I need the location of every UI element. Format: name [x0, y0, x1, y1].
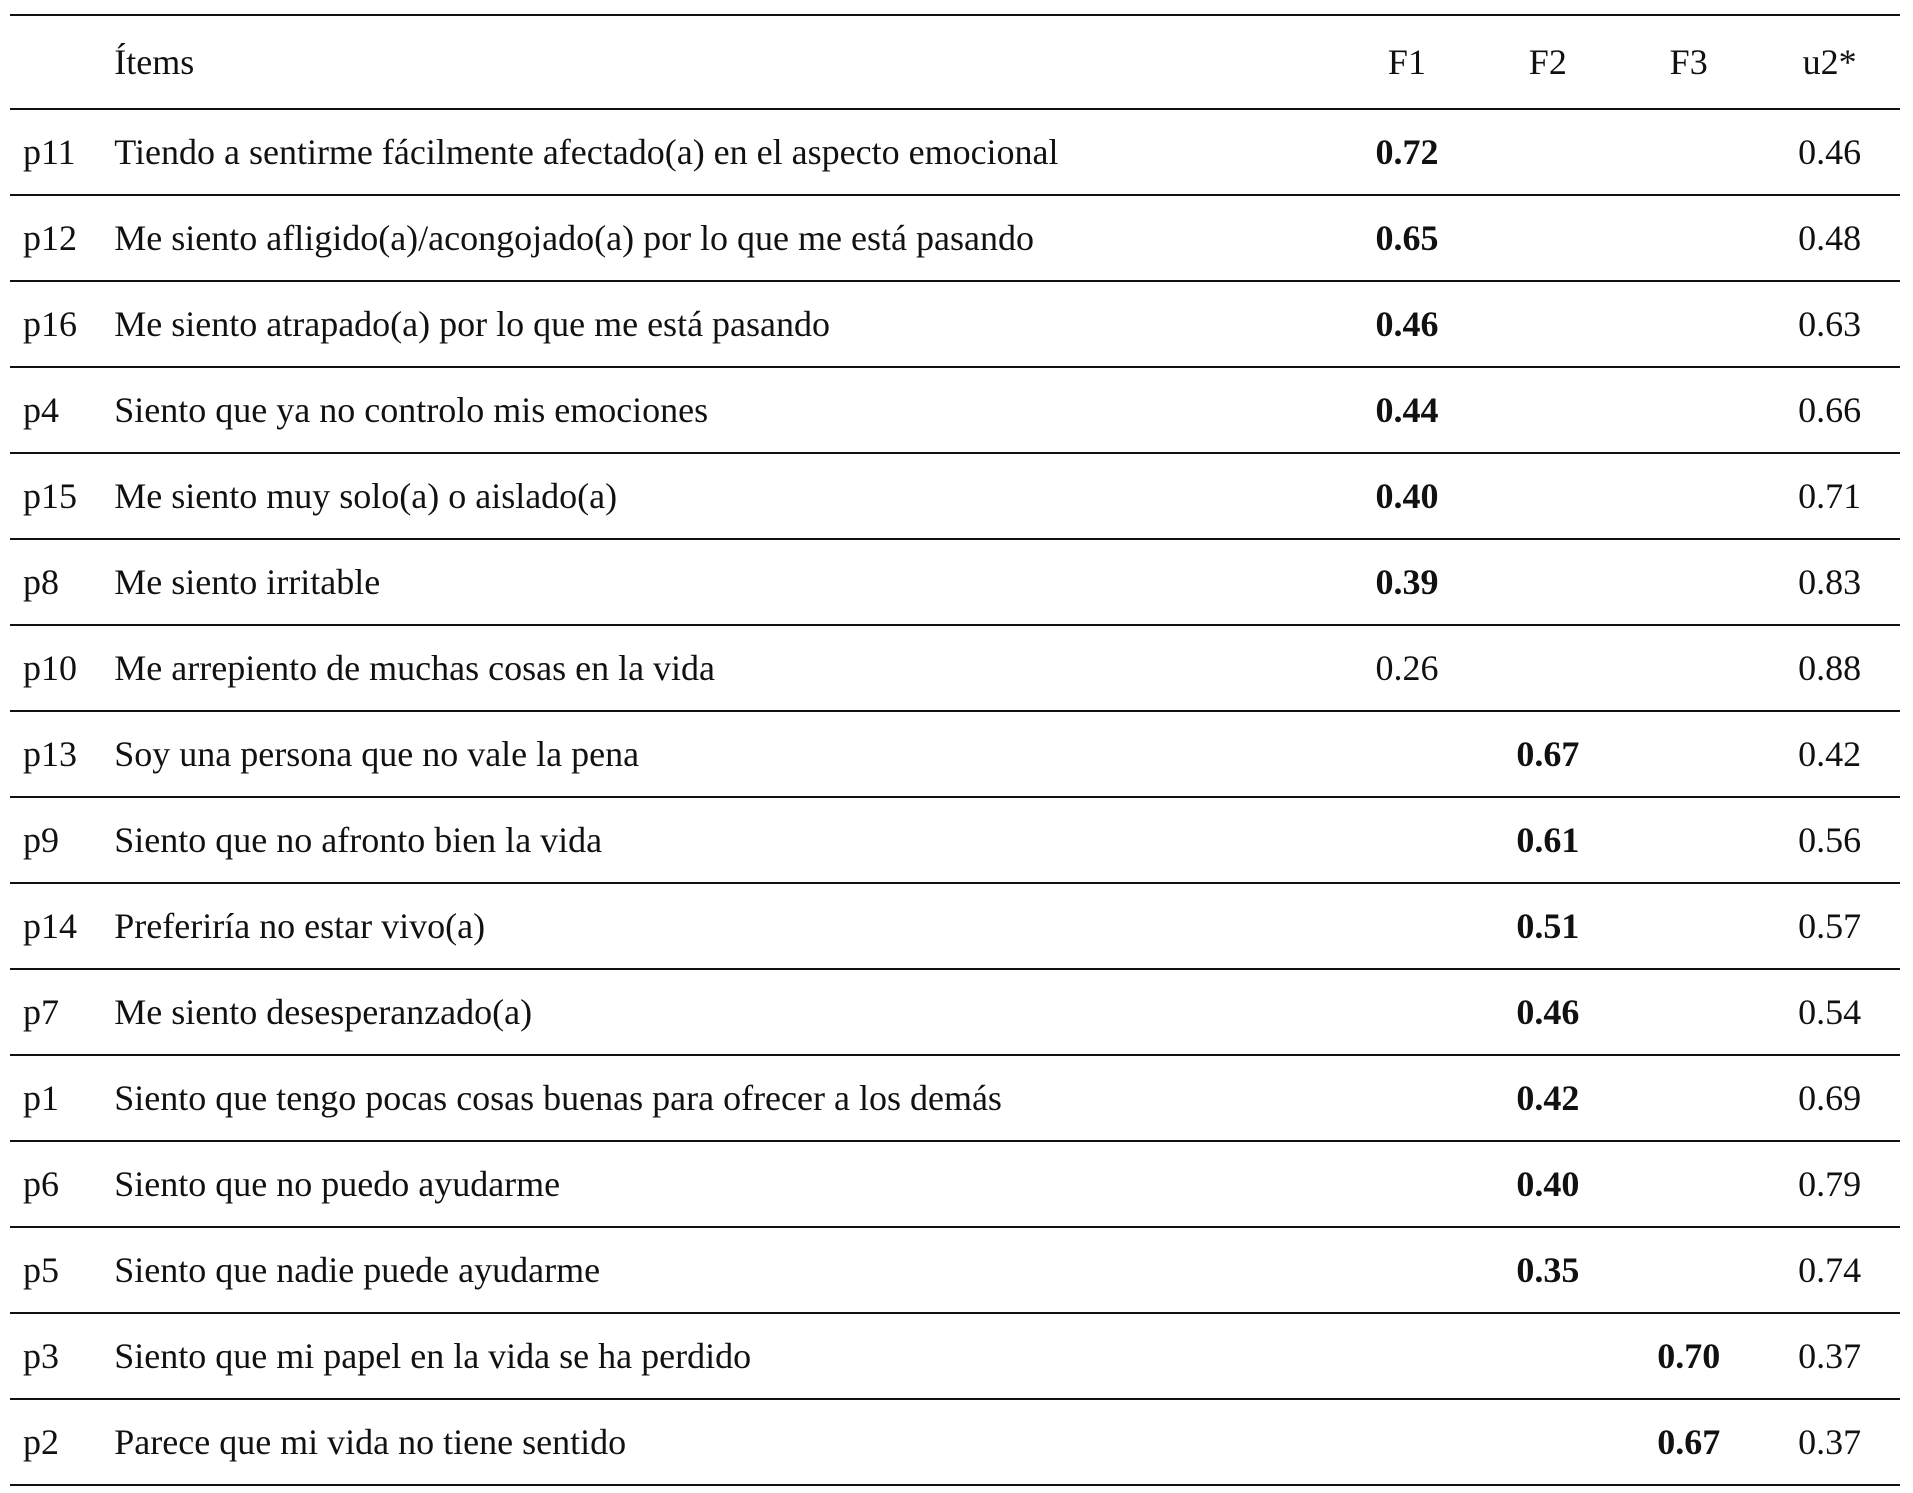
factor-loadings-table: [10, 14, 1900, 1486]
item-id: p2: [23, 1422, 59, 1462]
uniqueness-u2: 0.71: [1798, 476, 1862, 516]
loading-f1: 0.44: [1375, 390, 1439, 430]
item-text: Me siento desesperanzado(a): [114, 992, 533, 1032]
item-text: Me arrepiento de muchas cosas en la vida: [114, 648, 716, 688]
item-id: p7: [23, 992, 59, 1032]
uniqueness-u2: 0.88: [1798, 648, 1862, 688]
table-row: [10, 712, 1900, 798]
table-row: [10, 626, 1900, 712]
item-text: Me siento irritable: [114, 562, 381, 602]
table-row: [10, 540, 1900, 626]
item-id: p1: [23, 1078, 59, 1118]
loading-f1: 0.39: [1375, 562, 1439, 602]
table-row: [10, 110, 1900, 196]
table-row: [10, 1314, 1900, 1400]
loading-f2: 0.46: [1516, 992, 1580, 1032]
table-body: [10, 110, 1900, 1486]
loading-f1: 0.46: [1375, 304, 1439, 344]
item-id: p4: [23, 390, 59, 430]
item-id: p5: [23, 1250, 59, 1290]
item-id: p13: [23, 734, 77, 774]
table-row: [10, 368, 1900, 454]
item-id: p6: [23, 1164, 59, 1204]
uniqueness-u2: 0.66: [1798, 390, 1862, 430]
uniqueness-u2: 0.42: [1798, 734, 1862, 774]
item-text: Siento que no afronto bien la vida: [114, 820, 603, 860]
loading-f3: 0.70: [1657, 1336, 1721, 1376]
uniqueness-u2: 0.74: [1798, 1250, 1862, 1290]
uniqueness-u2: 0.54: [1798, 992, 1862, 1032]
uniqueness-u2: 0.79: [1798, 1164, 1862, 1204]
uniqueness-u2: 0.48: [1798, 218, 1862, 258]
uniqueness-u2: 0.37: [1798, 1422, 1862, 1462]
uniqueness-u2: 0.37: [1798, 1336, 1862, 1376]
item-text: Me siento atrapado(a) por lo que me está pasando: [114, 304, 831, 344]
table-row: [10, 282, 1900, 368]
table-row: [10, 1056, 1900, 1142]
header-f1: F1: [1387, 42, 1426, 82]
item-id: p11: [23, 132, 76, 172]
item-text: Me siento muy solo(a) o aislado(a): [114, 476, 618, 516]
item-text: Siento que no puedo ayudarme: [114, 1164, 561, 1204]
uniqueness-u2: 0.63: [1798, 304, 1862, 344]
item-text: Preferiría no estar vivo(a): [114, 906, 486, 946]
item-text: Tiendo a sentirme fácilmente afectado(a) en el aspecto emocional: [114, 132, 1059, 172]
table-row: [10, 1400, 1900, 1486]
item-text: Soy una persona que no vale la pena: [114, 734, 640, 774]
loading-f2: 0.40: [1516, 1164, 1580, 1204]
header-u2: u2*: [1802, 42, 1857, 82]
uniqueness-u2: 0.57: [1798, 906, 1862, 946]
table-header-row: [10, 16, 1900, 110]
item-id: p10: [23, 648, 77, 688]
header-f2: F2: [1528, 42, 1567, 82]
item-id: p14: [23, 906, 77, 946]
table-row: [10, 884, 1900, 970]
uniqueness-u2: 0.69: [1798, 1078, 1862, 1118]
loading-f3: 0.67: [1657, 1422, 1721, 1462]
header-f3: F3: [1669, 42, 1708, 82]
loading-f1: 0.40: [1375, 476, 1439, 516]
item-text: Siento que ya no controlo mis emociones: [114, 390, 709, 430]
loading-f2: 0.61: [1516, 820, 1580, 860]
loading-f1: 0.65: [1375, 218, 1439, 258]
table-row: [10, 1228, 1900, 1314]
table-row: [10, 454, 1900, 540]
table-row: [10, 970, 1900, 1056]
uniqueness-u2: 0.83: [1798, 562, 1862, 602]
loading-f2: 0.51: [1516, 906, 1580, 946]
header-items: Ítems: [114, 42, 195, 82]
loading-f2: 0.67: [1516, 734, 1580, 774]
item-id: p9: [23, 820, 59, 860]
loading-f2: 0.42: [1516, 1078, 1580, 1118]
item-text: Siento que mi papel en la vida se ha perdido: [114, 1336, 752, 1376]
table-row: [10, 1142, 1900, 1228]
item-text: Siento que nadie puede ayudarme: [114, 1250, 601, 1290]
item-id: p3: [23, 1336, 59, 1376]
item-id: p8: [23, 562, 59, 602]
item-text: Siento que tengo pocas cosas buenas para ofrecer a los demás: [114, 1078, 1002, 1118]
uniqueness-u2: 0.46: [1798, 132, 1862, 172]
item-text: Me siento afligido(a)/acongojado(a) por lo que me está pasando: [114, 218, 1034, 258]
item-id: p16: [23, 304, 77, 344]
item-id: p15: [23, 476, 77, 516]
uniqueness-u2: 0.56: [1798, 820, 1862, 860]
item-id: p12: [23, 218, 77, 258]
table-row: [10, 196, 1900, 282]
loading-f2: 0.35: [1516, 1250, 1580, 1290]
loading-f1: 0.72: [1375, 132, 1439, 172]
item-text: Parece que mi vida no tiene sentido: [114, 1422, 627, 1462]
loading-f1: 0.26: [1375, 648, 1439, 688]
table-row: [10, 798, 1900, 884]
